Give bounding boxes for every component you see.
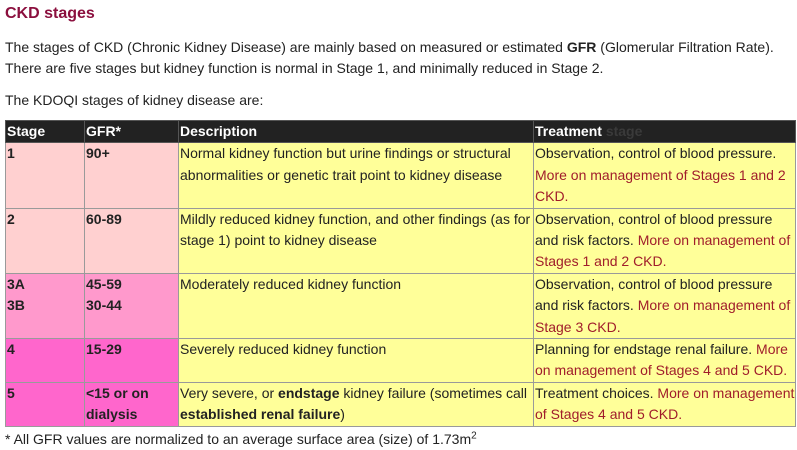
table-row [6,382,796,426]
treatment-text: Observation, control of blood pressure and risk factors. [535,275,773,314]
management-link[interactable]: More on management of Stages 4 and 5 CKD. [535,341,788,379]
ckd-stages-table [5,120,796,427]
intro-gfr: GFR [566,39,597,55]
intro-text-1: The stages of CKD (Chronic Kidney Disease) are mainly based on measured or estimated [5,39,567,55]
intro-paragraph [5,37,792,79]
stage-cell [6,273,85,338]
desc-pre: Very severe, or [180,384,279,401]
footnote-text: * All GFR values are normalized to an average surface area (size) of 1.73m [5,430,472,447]
management-link[interactable]: More on management of Stages 1 and 2 CKD. [535,232,791,270]
table-row [6,273,796,338]
gfr-cell: 90+ [85,143,179,208]
header-gfr: GFR* [85,121,179,143]
description-cell: Moderately reduced kidney function [179,273,534,338]
treatment-cell [534,273,796,338]
header-stage: Stage [6,121,85,143]
desc-endstage: endstage [278,384,340,401]
header-treatment-label: Treatment [535,123,602,139]
description-cell: Mildly reduced kidney function, and other findings (as for stage 1) point to kidney disease [179,208,534,273]
table-row [6,208,796,273]
treatment-cell [534,143,796,208]
intro-text-1-end: (Glomerular Filtration Rate). [596,39,774,55]
gfr-3b: 30-44 [86,297,122,314]
stage-cell: 1 [6,143,85,208]
description-cell: Severely reduced kidney function [179,339,534,383]
stage-cell: 4 [6,339,85,383]
footnote [5,429,792,450]
gfr-3a: 45-59 [86,275,122,292]
desc-post: ) [340,406,345,423]
description-cell [179,382,534,426]
gfr-cell: <15 or on dialysis [85,382,179,426]
treatment-text: Observation, control of blood pressure. [535,145,777,162]
gfr-cell: 15-29 [85,339,179,383]
table-row [6,339,796,383]
header-description: Description [179,121,534,143]
page-title: CKD stages [5,5,95,22]
desc-established: established renal failure [180,406,341,423]
treatment-cell [534,382,796,426]
kdoqi-text: The KDOQI stages of kidney disease are: [5,92,264,108]
treatment-text: Observation, control of blood pressure and risk factors. [535,210,773,249]
footnote-superscript: 2 [471,430,477,442]
intro-text-2: There are five stages but kidney function is normal in Stage 1, and minimally reduced in Stage 2. [5,60,604,76]
header-treatment [534,121,796,143]
treatment-text: Planning for endstage renal failure. [535,341,757,358]
treatment-cell [534,339,796,383]
stage-cell: 5 [6,382,85,426]
treatment-text: Treatment choices. [535,384,658,401]
gfr-cell [85,273,179,338]
gfr-cell: 60-89 [85,208,179,273]
management-link[interactable]: More on management of Stages 1 and 2 CKD. [535,166,786,205]
treatment-cell [534,208,796,273]
description-cell: Normal kidney function but urine findings or structural abnormalities or genetic trait point to kidney disease [179,143,534,208]
stage-3a: 3A [7,275,25,292]
table-header-row [6,121,796,143]
header-treatment-ghost: stage [605,123,643,139]
stage-cell: 2 [6,208,85,273]
management-link[interactable]: More on management of Stage 3 CKD. [535,297,791,335]
desc-mid: kidney failure (sometimes call [339,384,528,401]
table-row [6,143,796,208]
stage-3b: 3B [7,297,25,314]
management-link[interactable]: More on management of Stages 4 and 5 CKD. [535,384,795,423]
